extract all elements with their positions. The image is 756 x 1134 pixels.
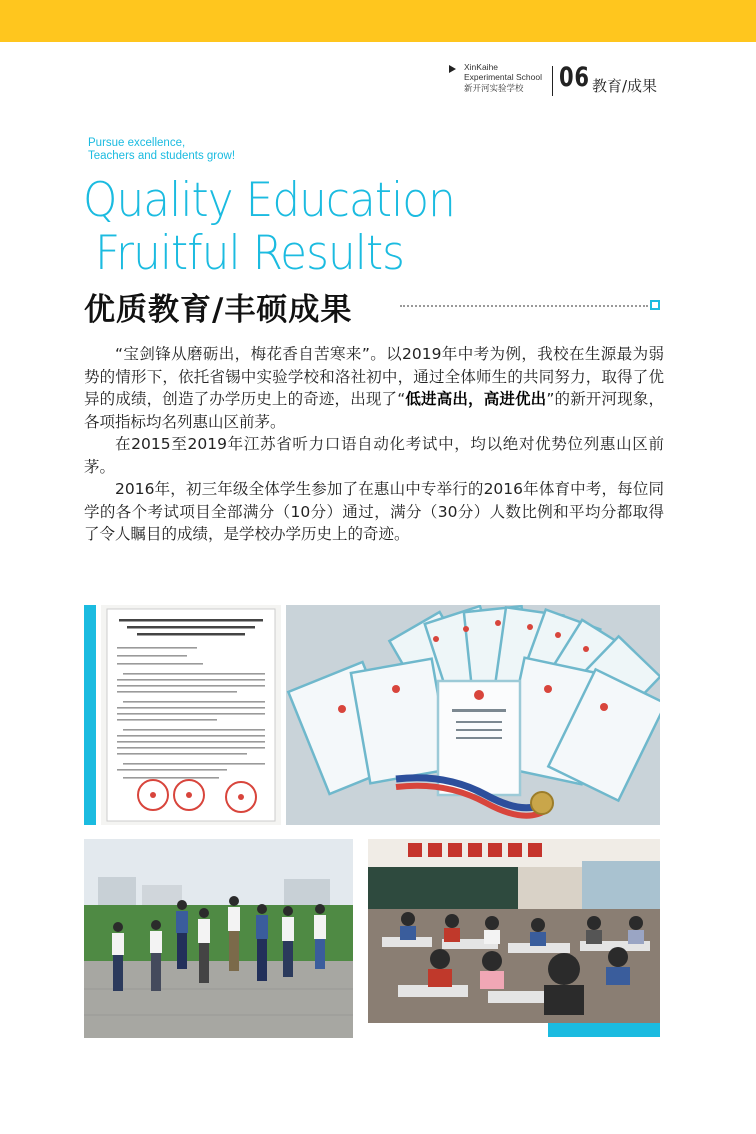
- page-number: 06: [559, 62, 590, 93]
- students-jumping-photo: [84, 839, 353, 1038]
- tagline-line-2: Teachers and students grow!: [88, 150, 236, 162]
- arrow-icon: [449, 65, 456, 73]
- school-logo: [449, 62, 551, 98]
- blue-accent-bar-left: [84, 605, 96, 825]
- title-line-1: Quality Education: [83, 173, 455, 228]
- paragraph-1-text-b: ”的新开河现象，各项指标均名列惠山区前茅。: [84, 390, 664, 431]
- top-yellow-band: [0, 0, 756, 42]
- paragraph-1-bold: 低进高出，高进优出: [405, 390, 547, 408]
- classroom-photo: [368, 839, 660, 1023]
- blue-accent-bar-bottom: [548, 1023, 660, 1037]
- paragraph-1: [84, 343, 664, 433]
- body-text: [84, 343, 664, 546]
- school-name-en-2: Experimental School: [464, 72, 542, 82]
- section-label: 教育/成果: [592, 77, 658, 95]
- certificates-photo: [286, 605, 660, 825]
- school-name-cn: 新开河实验学校: [464, 84, 524, 94]
- dotted-rule: [400, 305, 648, 307]
- paragraph-2: 在2015至2019年江苏省听力口语自动化考试中，均以绝对优势位列惠山区前茅。: [84, 435, 664, 476]
- paragraph-3: 2016年，初三年级全体学生参加了在惠山中专举行的2016年体育中考，每位同学的各个考试项目全部满分（10分）通过，满分（30分）人数比例和平均分都取得了令人瞩目的成绩，是学校办学历史上的奇迹。: [84, 480, 664, 543]
- school-name-en-1: XinKaihe: [464, 62, 499, 72]
- header-divider: [552, 66, 553, 96]
- title-line-2: Fruitful Results: [95, 226, 405, 281]
- tagline: [88, 137, 235, 163]
- chinese-heading: 优质教育/丰硕成果: [84, 292, 353, 328]
- square-end-icon: [650, 300, 660, 310]
- paragraph-1-text-a: “宝剑锋从磨砺出，梅花香自苦寒来”。以2019年中考为例，我校在生源最为弱势的情形下，依托省锡中实验学校和洛社初中，通过全体师生的共同努力，取得了优异的成绩，创造了办学历史上的奇迹，出现了“: [84, 345, 664, 408]
- tagline-line-1: Pursue excellence,: [88, 137, 186, 149]
- document-photo: [101, 605, 281, 825]
